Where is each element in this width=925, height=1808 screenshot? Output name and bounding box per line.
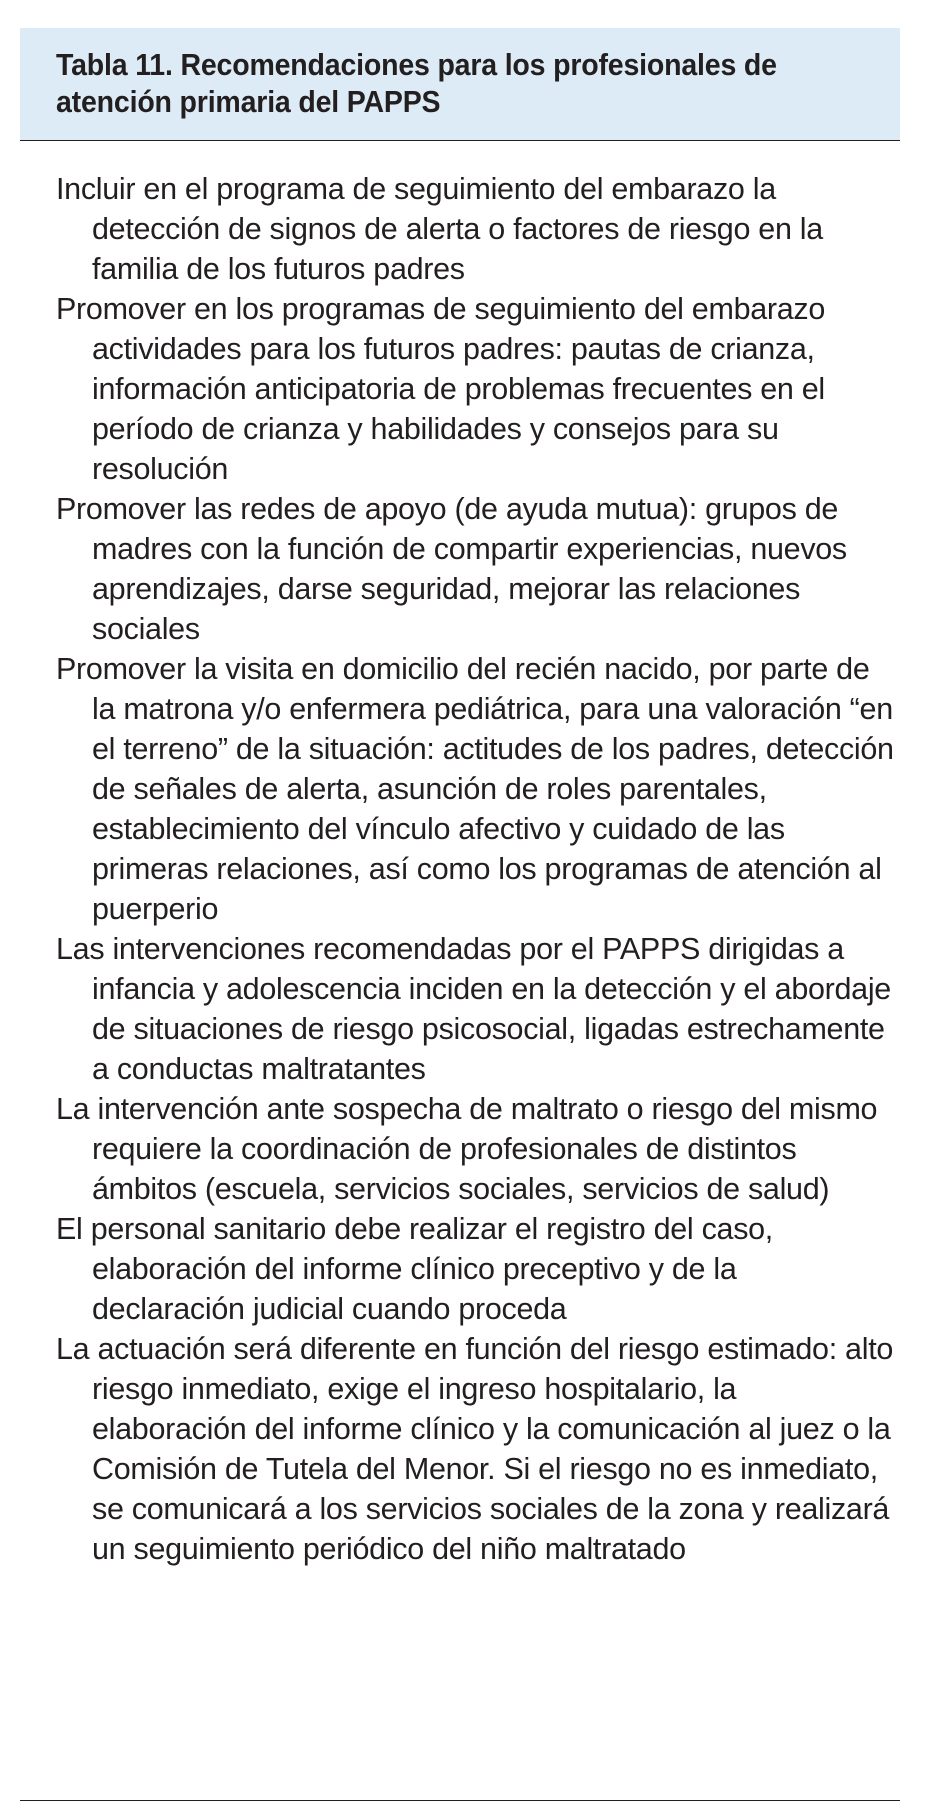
recommendation-item: La intervención ante sospecha de maltrato o riesgo del mismo requiere la coordinación de profesionales de distintos ámbitos (escuela, servicios sociales, servicios de salud)	[56, 1092, 878, 1206]
recommendation-item: Las intervenciones recomendadas por el PAPPS dirigidas a infancia y adolescencia inciden en la detección y el abordaje de situaciones de riesgo psicosocial, ligadas estrechamente a conductas maltratantes	[56, 932, 891, 1086]
recommendation-item: Incluir en el programa de seguimiento del embarazo la detección de signos de alerta o factores de riesgo en la familia de los futuros padres	[56, 172, 823, 286]
recommendations-table	[20, 28, 900, 1801]
table-header	[20, 28, 900, 141]
recommendation-item: Promover la visita en domicilio del recién nacido, por parte de la matrona y/o enfermera pediátrica, para una valoración “en el terreno” de la situación: actitudes de los padres, detección de señales de alerta, asunción de roles parentales, establecimiento del vínculo afectivo y cuidado de las primeras relaciones, así como los programas de atención al puerperio	[56, 652, 894, 926]
recommendation-item: El personal sanitario debe realizar el registro del caso, elaboración del informe clínico preceptivo y de la declaración judicial cuando proceda	[56, 1212, 773, 1326]
table-title: Tabla 11. Recomendaciones para los profesionales de atención primaria del PAPPS	[56, 47, 777, 119]
recommendation-item: Promover en los programas de seguimiento del embarazo actividades para los futuros padres: pautas de crianza, información anticipatoria de problemas frecuentes en el período de crianza y habilidades y consejos para su resolución	[56, 292, 826, 486]
recommendation-list	[20, 169, 900, 1569]
table-body	[20, 141, 900, 1801]
recommendation-item: Promover las redes de apoyo (de ayuda mutua): grupos de madres con la función de compartir experiencias, nuevos aprendizajes, darse seguridad, mejorar las relaciones sociales	[56, 492, 847, 646]
recommendation-item: La actuación será diferente en función del riesgo estimado: alto riesgo inmediato, exige el ingreso hospitalario, la elaboración del informe clínico y la comunicación al juez o la Comisión de Tutela del Menor. Si el riesgo no es inmediato, se comunicará a los servicios sociales de la zona y realizará un seguimiento periódico del niño maltratado	[56, 1332, 894, 1566]
